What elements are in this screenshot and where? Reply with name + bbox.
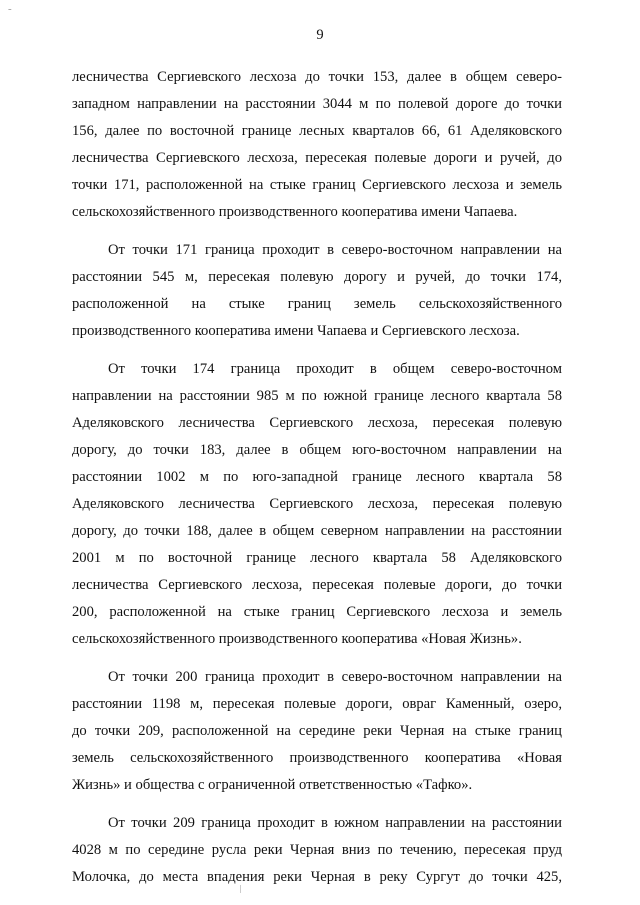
paragraph-line: Аделяковского лесничества Сергиевского лесхоза, пересекая полевую <box>72 415 562 431</box>
paragraph-line: расстоянии 1198 м, пересекая полевые дороги, овраг Каменный, озеро, <box>72 696 562 712</box>
paragraph-line: производственного кооператива имени Чапаева и Сергиевского лесхоза. <box>72 323 520 339</box>
paragraph-line: направлении на расстоянии 985 м по южной границе лесного квартала 58 <box>72 388 562 404</box>
paragraph-line: От точки 174 граница проходит в общем северо-восточном <box>108 361 562 377</box>
paragraph-line: 4028 м по середине русла реки Черная вниз по течению, пересекая пруд <box>72 842 562 858</box>
paragraph-line: 200, расположенной на стыке границ Сергиевского лесхоза и земель <box>72 604 562 620</box>
paragraph-line: земель сельскохозяйственного производственного кооператива «Новая <box>72 750 562 766</box>
paragraph-line: От точки 200 граница проходит в северо-восточном направлении на <box>108 669 562 685</box>
paragraph-line: От точки 171 граница проходит в северо-восточном направлении на <box>108 242 562 258</box>
paragraph-line: лесничества Сергиевского лесхоза до точки 153, далее в общем северо- <box>72 69 562 85</box>
paragraph-line: Жизнь» и общества с ограниченной ответственностью «Тафко». <box>72 777 473 793</box>
paragraph-line: расположенной на стыке границ земель сельскохозяйственного <box>72 296 562 312</box>
paragraph-line: сельскохозяйственного производственного кооператива имени Чапаева. <box>72 204 518 220</box>
paragraph-line: расстоянии 545 м, пересекая полевую дорогу и ручей, до точки 174, <box>72 269 562 285</box>
scan-artifact <box>240 885 241 893</box>
document-body <box>72 64 562 891</box>
paragraph-line: расстоянии 1002 м по юго-западной границе лесного квартала 58 <box>72 469 562 485</box>
paragraph-line: лесничества Сергиевского лесхоза, пересекая полевые дороги, до точки <box>72 577 562 593</box>
paragraph-line: дорогу, до точки 183, далее в общем юго-восточном направлении на <box>72 442 562 458</box>
paragraph-line: 2001 м по восточной границе лесного квартала 58 Аделяковского <box>72 550 562 566</box>
paragraph-line: сельскохозяйственного производственного кооператива «Новая Жизнь». <box>72 631 522 647</box>
paragraph-line: От точки 209 граница проходит в южном направлении на расстоянии <box>108 815 562 831</box>
paragraph-line: до точки 209, расположенной на середине реки Черная на стыке границ <box>72 723 562 739</box>
paragraph-line: западном направлении на расстоянии 3044 м по полевой дороге до точки <box>72 96 562 112</box>
corner-mark: - <box>8 3 12 15</box>
paragraph-line: Молочка, до места впадения реки Черная в реку Сургут до точки 425, <box>72 869 562 885</box>
paragraph-line: дорогу, до точки 188, далее в общем северном направлении на расстоянии <box>72 523 562 539</box>
paragraph-line: лесничества Сергиевского лесхоза, пересекая полевые дороги и ручей, до <box>72 150 562 166</box>
paragraph-line: Аделяковского лесничества Сергиевского лесхоза, пересекая полевую <box>72 496 562 512</box>
paragraph-line: точки 171, расположенной на стыке границ Сергиевского лесхоза и земель <box>72 177 562 193</box>
page-number: 9 <box>316 27 324 43</box>
paragraph-line: 156, далее по восточной границе лесных кварталов 66, 61 Аделяковского <box>72 123 562 139</box>
